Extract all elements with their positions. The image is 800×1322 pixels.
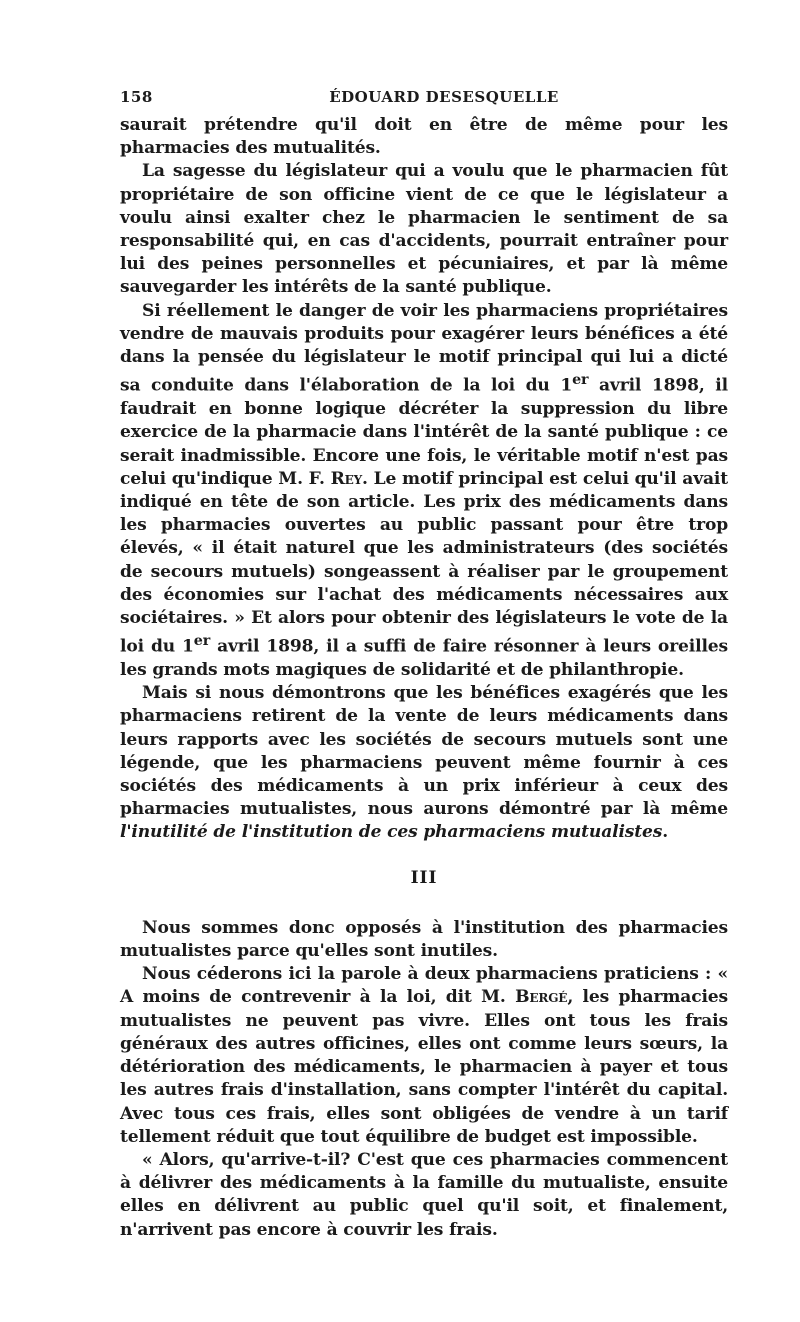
paragraph-conclusion: « Alors, qu'arrive-t-il? C'est que ces pharmacies commencent à délivrer des médicaments à la famille du mutualiste, ensuite elles en délivrent au public quel qu'il soit, et finalement, n'arrivent pas encore à couvrir les frais. bbox=[120, 1149, 728, 1240]
body-text bbox=[120, 114, 728, 1242]
text-segment: Nous céderons ici la parole à deux pharmaciens praticiens : « A moins de contrevenir à la loi, dit M. bbox=[120, 964, 728, 1008]
text-segment: , les pharmacies mutualistes ne peuvent pas vivre. Elles ont tous les frais généraux des autres officines, elles ont comme leurs sœurs, la détérioration des médicaments, le pharmacien à payer et tous les autres frais d'installation, sans compter l'intérêt du capital. Avec tous ces frais, elles sont obligées de vendre à un tarif tellement réduit que tout équilibre de budget est impossible. bbox=[120, 987, 728, 1147]
section-heading: III bbox=[410, 867, 438, 888]
running-title: ÉDOUARD DESESQUELLE bbox=[329, 88, 559, 106]
text-segment: avril 1898, il faudrait en bonne logique décréter la suppression du libre exercice de la pharmacie dans l'intérêt de la santé publique : ce serait inadmissible. Encore une fois, le véritable motif n'est pas celui qu'indique M. F. bbox=[120, 375, 728, 489]
paragraph-berge-quote bbox=[120, 963, 728, 1149]
running-head bbox=[120, 88, 728, 114]
paragraph-demonstration bbox=[120, 682, 728, 844]
author-name-rey: Rey bbox=[330, 468, 363, 489]
text-segment: . bbox=[662, 822, 669, 843]
paragraph-opposition: Nous sommes donc opposés à l'institution des pharmacies mutualistes parce qu'elles sont inutiles. bbox=[120, 917, 728, 962]
paragraph-danger-argument bbox=[120, 300, 728, 683]
paragraph-continuation: saurait prétendre qu'il doit en être de même pour les pharmacies des mutualités. bbox=[120, 115, 728, 159]
page-number: 158 bbox=[120, 88, 153, 106]
book-page bbox=[120, 88, 728, 1242]
ordinal-number: 1 bbox=[560, 375, 573, 396]
emphasized-phrase: l'inutilité de l'institution de ces pharmaciens mutualistes bbox=[120, 822, 663, 843]
ordinal-number: 1 bbox=[182, 636, 194, 657]
text-segment: Mais si nous démontrons que les bénéfices exagérés que les pharmaciens retirent de la vente de leurs médicaments dans leurs rapports avec les sociétés de secours mutuels sont une légende, que les pharmaciens peuvent même fournir à ces sociétés des médicaments à un prix inférieur à ceux des pharmacies mutualistes, nous aurons démontré par là même bbox=[120, 683, 728, 820]
text-segment: Si réellement le danger de voir les pharmaciens propriétaires vendre de mauvais produits pour exagérer leurs bénéfices a été dans la pensée du législateur le motif principal qui lui a dicté sa conduite dans l'élaboration de la loi du bbox=[120, 300, 728, 396]
text-segment: . Le motif principal est celui qu'il avait indiqué en tête de son article. Les prix des médicaments dans les pharmacies ouvertes au public passant pour être trop élevés, « il était naturel que les administrateurs (des sociétés de secours mutuels) songeassent à réaliser par le groupement des économies sur l'achat des médicaments nécessaires aux sociétaires. » Et alors pour obtenir des législateurs le vote de la loi du bbox=[120, 468, 728, 657]
paragraph-legislator-wisdom: La sagesse du législateur qui a voulu que le pharmacien fût propriétaire de son officine vient de ce que le législateur a voulu ainsi exalter chez le pharmacien le sentiment de sa responsabilité qui, en cas d'accidents, pourrait entraîner pour lui des peines personnelles et pécuniaires, et par là même sauvegarder les intérêts de la santé publique. bbox=[120, 161, 728, 298]
text-segment: avril 1898, il a suffi de faire résonner à leurs oreilles les grands mots magiques de solidarité et de philanthropie. bbox=[120, 636, 728, 681]
ordinal-suffix: er bbox=[572, 372, 589, 389]
ordinal-suffix: er bbox=[193, 633, 211, 650]
author-name-berge: Bergé bbox=[515, 987, 568, 1008]
